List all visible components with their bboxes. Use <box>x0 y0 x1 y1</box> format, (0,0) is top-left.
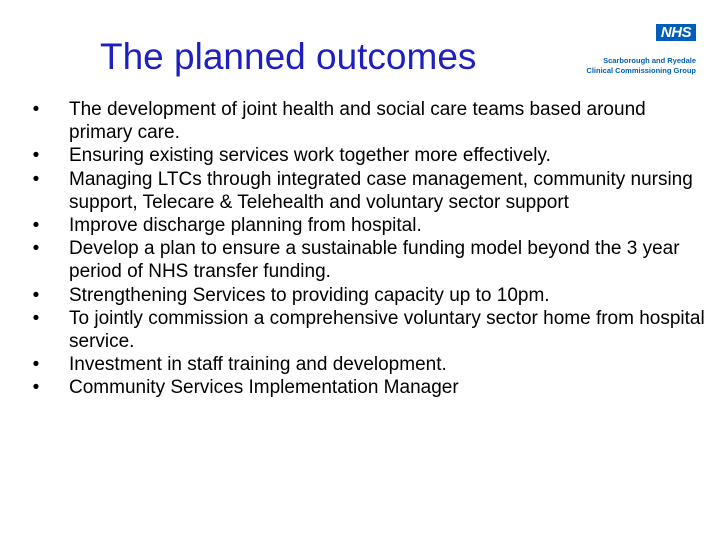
logo-org-line-2: Clinical Commissioning Group <box>586 66 696 75</box>
bullet-icon: • <box>32 168 40 190</box>
bullet-icon: • <box>32 354 40 376</box>
bullet-icon: • <box>32 377 40 399</box>
list-item <box>28 98 708 144</box>
list-item-text: Improve discharge planning from hospital. <box>69 215 422 237</box>
bullet-icon: • <box>32 99 40 120</box>
list-item-text: Community Services Implementation Manager <box>69 377 459 399</box>
bullet-icon: • <box>32 238 40 260</box>
bullet-icon: • <box>32 145 40 167</box>
list-item <box>28 237 708 283</box>
bullet-icon: • <box>32 284 40 306</box>
list-item <box>28 168 708 214</box>
list-item-text: Ensuring existing services work together more effectively. <box>69 145 551 167</box>
list-item-text: Develop a plan to ensure a sustainable funding model beyond the 3 year period of NHS transfer funding. <box>69 238 680 283</box>
list-item <box>28 284 708 307</box>
list-item <box>28 307 708 353</box>
slide-title: The planned outcomes <box>100 36 477 77</box>
bullet-icon: • <box>32 215 40 237</box>
nhs-logo-icon <box>580 24 696 74</box>
list-item <box>28 353 708 376</box>
list-item <box>28 376 708 399</box>
nhs-badge: NHS <box>656 24 696 41</box>
outcomes-list <box>28 98 708 400</box>
list-item <box>28 214 708 237</box>
list-item <box>28 144 708 167</box>
list-item-text: The development of joint health and social care teams based around primary care. <box>69 99 646 144</box>
list-item-text: Strengthening Services to providing capacity up to 10pm. <box>69 284 550 306</box>
list-item-text: Investment in staff training and development. <box>69 354 447 376</box>
list-item-text: To jointly commission a comprehensive voluntary sector home from hospital service. <box>69 307 705 353</box>
list-item-text: Managing LTCs through integrated case management, community nursing support, Telecare & Telehealth and voluntary sector support <box>69 168 693 213</box>
bullet-icon: • <box>32 307 40 329</box>
logo-org-line-1: Scarborough and Ryedale <box>603 56 696 65</box>
